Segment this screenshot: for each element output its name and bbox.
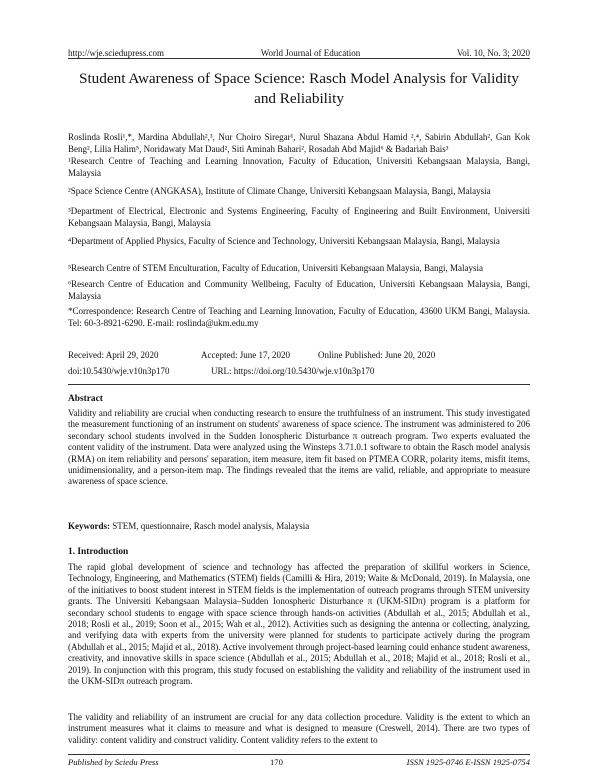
abstract-heading: Abstract	[68, 394, 103, 404]
keywords-text: STEM, questionnaire, Rasch model analysis, Malaysia	[112, 521, 310, 531]
affiliation-2: ²Space Science Centre (ANGKASA), Institute of Climate Change, Universiti Kebangsaan Malaysia, Bangi, Malaysia	[68, 186, 491, 196]
footer-rule	[68, 754, 530, 755]
doi-url[interactable]: URL: https://doi.org/10.5430/wje.v10n3p170	[211, 365, 375, 376]
accepted-date: Accepted: June 17, 2020	[201, 350, 290, 360]
published-date: Online Published: June 20, 2020	[318, 350, 436, 360]
issn: ISSN 1925-0746 E-ISSN 1925-0754	[406, 757, 530, 767]
introduction-paragraph-1: The rapid global development of science and technology has affected the preparation of skillful workers in Science, Technology, Engineering, and Mathematics (STEM) fields (Camilli & Hira, 2019; Waite & McDonald, 2019). In Malaysia, one of the initiatives to boost student interest in STEM fields is the implementation of outreach programs through STEM university grants. The Universiti Kebangsaan Malaysia–Sudden Ionospheric Disturbance π (UKM-SIDπ) program is a platform for secondary school students to engage with space science through hands-on activities (Abdullah et al., 2015; Abdullah et al., 2018; Rosli et al., 2019; Soon et al., 2015; Wah et al., 2012). Activities such as designing the antenna or collecting, analyzing, and verifying data with experts from the university were planned for students to participate actively during the program (Abdullah et al., 2015; Majid et al., 2018). Active involvement through project-based learning could enhance student awareness, creativity, and innovative skills in space science (Abdullah et al., 2015; Abdullah et al., 2018; Majid et al., 2018; Rosli et al., 2019). In conjunction with this program, this study focused on establishing the validity and reliability of the instrument used in the UKM-SIDπ outreach program.	[68, 562, 530, 687]
received-date: Received: April 29, 2020	[68, 350, 159, 360]
keywords-line	[68, 521, 530, 532]
affiliation-3: ³Department of Electrical, Electronic and Systems Engineering, Faculty of Engineering and Built Environment, Universiti Kebangsaan Malaysia, Bangi, Malaysia	[68, 206, 530, 228]
running-header	[68, 44, 530, 58]
abstract-text: Validity and reliability are crucial when conducting research to ensure the truthfulness of an instrument. This study investigated the measurement functioning of an instrument on students' awareness of space science. The instrument was administered to 206 secondary school students involved in the Sudden Ionospheric Disturbance π outreach program. Two experts evaluated the content validity of the instrument. Data were analyzed using the Winsteps 3.71.0.1 software to obtain the Rasch model analysis (RMA) on item reliability and persons' separation, item measure, item fit based on PTMEA CORR, polarity items, misfit items, unidimensionality, and a person-item map. The findings revealed that the items are valid, reliable, and appropriate to measure awareness of space science.	[68, 408, 530, 487]
volume-issue: Vol. 10, No. 3; 2020	[456, 48, 530, 58]
paper-title: Student Awareness of Space Science: Rasch Model Analysis for Validity and Reliability	[79, 70, 519, 107]
header-rule	[68, 58, 530, 59]
section-rule	[68, 384, 530, 385]
doi: doi:10.5430/wje.v10n3p170	[68, 365, 170, 376]
keywords-label: Keywords:	[68, 521, 110, 531]
affiliation-1: ¹Research Centre of Teaching and Learning Innovation, Faculty of Education, Universiti Kebangsaan Malaysia, Bangi, Malaysia	[68, 156, 530, 178]
page-number: 170	[270, 757, 283, 767]
affiliation-4: ⁴Department of Applied Physics, Faculty of Science and Technology, Universiti Kebangsaan Malaysia, Bangi, Malaysia	[68, 236, 500, 246]
publication-dates	[68, 349, 530, 377]
affiliation-6: ⁶Research Centre of Education and Community Wellbeing, Faculty of Education, Universiti Kebangsaan Malaysia, Bangi, Malaysia	[68, 279, 530, 301]
affiliation-5: ⁵Research Centre of STEM Enculturation, Faculty of Education, Universiti Kebangsaan Malaysia, Bangi, Malaysia	[68, 263, 484, 273]
introduction-paragraph-2: The validity and reliability of an instrument are crucial for any data collection procedure. Validity is the extent to which an instrument measures what it claims to measure and what is designed to measure (Creswell, 2014). There are two types of validity: content validity and construct validity. Content validity refers to the extent to	[68, 712, 530, 745]
introduction-heading: 1. Introduction	[68, 547, 129, 557]
author-list: Roslinda Rosli¹,*, Mardina Abdullah²,³, Nur Choiro Siregar¹, Nurul Shazana Abdul Hamid ²,⁴, Sabirin Abdullah², Gan Kok Beng², Lilia Halim⁵, Noridawaty Mat Daud², Siti Aminah Bahari², Rosadah Abd Majid⁶ & Badariah Bais³	[68, 132, 530, 154]
publisher: Published by Sciedu Press	[68, 757, 159, 767]
journal-url[interactable]: http://wje.sciedupress.com	[68, 48, 164, 58]
page-footer	[68, 757, 530, 769]
journal-name: World Journal of Education	[260, 48, 361, 58]
correspondence: *Correspondence: Research Centre of Teaching and Learning Innovation, Faculty of Education, 43600 UKM Bangi, Malaysia. Tel: 60-3-8921-6290. E-mail: roslinda@ukm.edu.my	[68, 306, 530, 328]
